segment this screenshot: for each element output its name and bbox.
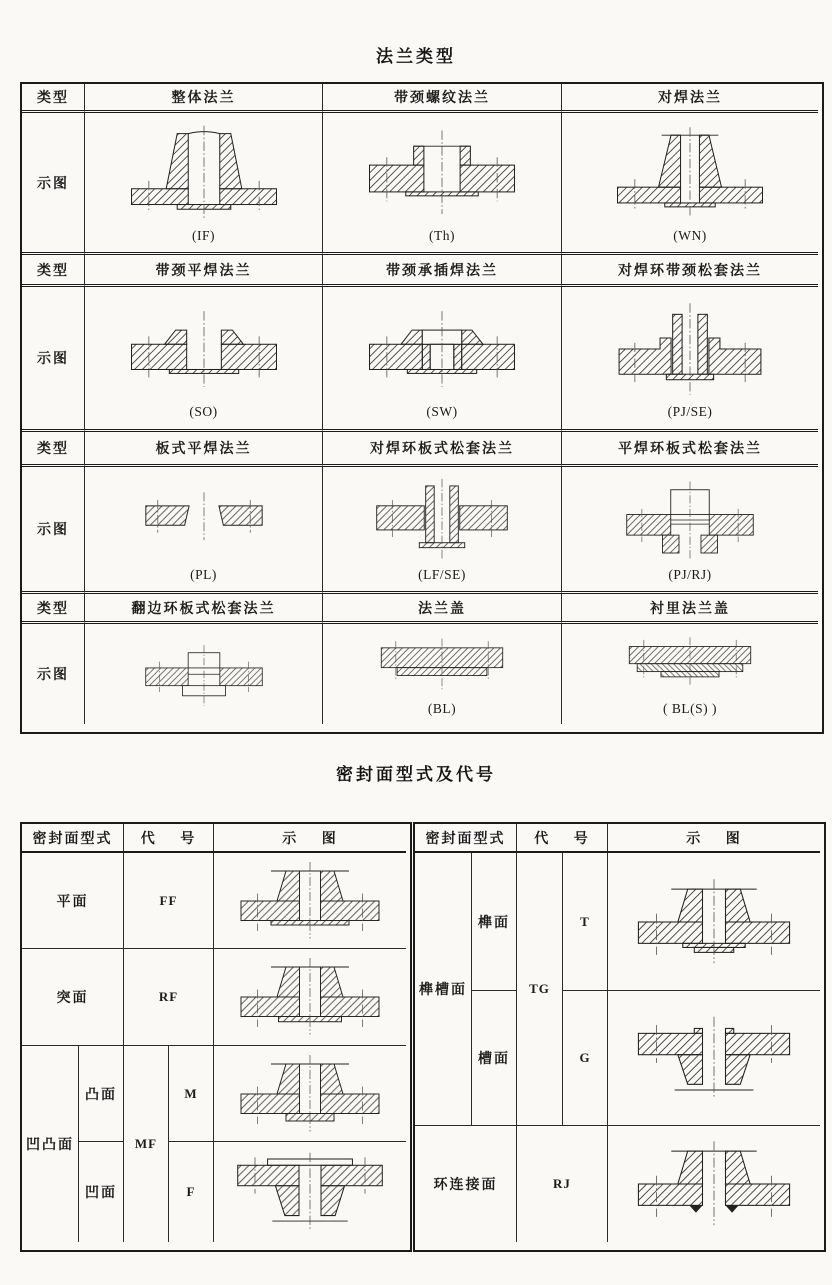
flange-name: 对焊环带颈松套法兰 bbox=[562, 255, 818, 287]
face-name: 榫面 bbox=[472, 853, 517, 991]
figure-cell bbox=[85, 467, 323, 594]
figure-cell bbox=[323, 624, 562, 724]
figure-cell bbox=[323, 467, 562, 594]
figure-cell bbox=[323, 113, 562, 255]
plate-flange-diagram bbox=[109, 476, 299, 564]
face-group-name: 榫槽面 bbox=[415, 853, 472, 1126]
figure-cell bbox=[85, 624, 323, 724]
flange-code: (Th) bbox=[429, 228, 455, 243]
seal-face-table-right bbox=[413, 822, 826, 1252]
flange-code: (SO) bbox=[189, 403, 218, 419]
male-face-diagram bbox=[221, 1052, 399, 1136]
figure-cell bbox=[608, 991, 820, 1126]
flange-name: 带颈平焊法兰 bbox=[85, 255, 323, 287]
figure-cell bbox=[85, 287, 323, 432]
ring-joint-face-diagram bbox=[621, 1138, 807, 1230]
figure-cell bbox=[323, 287, 562, 432]
header-code: 代 号 bbox=[124, 824, 214, 853]
lap-ring-plate-flange-diagram bbox=[595, 476, 785, 564]
figure-cell bbox=[562, 467, 818, 594]
row-label-type: 类型 bbox=[22, 84, 85, 113]
row-label-figure: 示图 bbox=[22, 624, 85, 724]
weld-neck-flange-diagram bbox=[590, 121, 790, 225]
lined-blind-flange-diagram bbox=[590, 632, 790, 698]
face-code: RF bbox=[124, 949, 214, 1046]
raised-face-diagram bbox=[221, 955, 399, 1039]
figure-cell bbox=[214, 853, 406, 949]
row-label-type: 类型 bbox=[22, 594, 85, 624]
blind-flange-diagram bbox=[347, 632, 537, 698]
figure-cell bbox=[608, 1126, 820, 1242]
face-name: 凸面 bbox=[79, 1046, 124, 1142]
flat-face-diagram bbox=[221, 859, 399, 943]
row-label-type: 类型 bbox=[22, 255, 85, 287]
figure-cell bbox=[562, 113, 818, 255]
flange-name: 衬里法兰盖 bbox=[562, 594, 818, 624]
slip-on-flange-diagram bbox=[104, 297, 304, 401]
tongue-face-diagram bbox=[621, 876, 807, 968]
face-name: 环连接面 bbox=[415, 1126, 517, 1242]
face-name: 槽面 bbox=[472, 991, 517, 1126]
flange-code: (PL) bbox=[190, 566, 217, 582]
face-name: 突面 bbox=[22, 949, 124, 1046]
page-title-seal-faces: 密封面型式及代号 bbox=[336, 765, 496, 784]
flange-name: 带颈承插焊法兰 bbox=[323, 255, 562, 287]
flange-code: (BL) bbox=[427, 700, 457, 716]
face-code: F bbox=[169, 1142, 214, 1242]
figure-cell bbox=[608, 853, 820, 991]
flange-code: ( BL(S) ) bbox=[663, 700, 717, 716]
figure-cell bbox=[562, 287, 818, 432]
row-label-type: 类型 bbox=[22, 432, 85, 467]
face-group-code: TG bbox=[517, 853, 563, 1126]
figure-cell bbox=[85, 113, 323, 255]
header-figure: 示 图 bbox=[214, 824, 406, 853]
flange-name: 板式平焊法兰 bbox=[85, 432, 323, 467]
flange-name: 法兰盖 bbox=[323, 594, 562, 624]
lap-joint-plate-flange-diagram bbox=[347, 476, 537, 564]
flange-name: 对焊法兰 bbox=[562, 84, 818, 113]
flange-code: (PJ/SE) bbox=[667, 403, 713, 419]
threaded-flange-diagram bbox=[342, 121, 542, 225]
flange-name: 翻边环板式松套法兰 bbox=[85, 594, 323, 624]
socket-weld-flange-diagram bbox=[342, 297, 542, 401]
face-group-code: MF bbox=[124, 1046, 169, 1242]
lap-joint-neck-flange-diagram bbox=[590, 297, 790, 401]
flange-name: 平焊环板式松套法兰 bbox=[562, 432, 818, 467]
row-label-figure: 示图 bbox=[22, 113, 85, 255]
face-code: T bbox=[563, 853, 608, 991]
face-code: RJ bbox=[517, 1126, 608, 1242]
flange-code: (LF/SE) bbox=[418, 566, 466, 582]
female-face-diagram bbox=[221, 1148, 399, 1236]
face-code: FF bbox=[124, 853, 214, 949]
figure-cell bbox=[214, 1046, 406, 1142]
flange-code: (PJ/RJ) bbox=[668, 566, 712, 582]
header-code: 代 号 bbox=[517, 824, 608, 853]
flange-name: 对焊环板式松套法兰 bbox=[323, 432, 562, 467]
figure-cell bbox=[562, 624, 818, 724]
header-figure: 示 图 bbox=[608, 824, 820, 853]
integral-flange-diagram bbox=[104, 121, 304, 225]
row-label-figure: 示图 bbox=[22, 467, 85, 594]
face-code: M bbox=[169, 1046, 214, 1142]
flange-code: (WN) bbox=[673, 228, 707, 243]
flange-code: (IF) bbox=[192, 228, 215, 243]
face-name: 平面 bbox=[22, 853, 124, 949]
flange-types-table bbox=[20, 82, 824, 734]
seal-face-table-left bbox=[20, 822, 412, 1252]
row-label-figure: 示图 bbox=[22, 287, 85, 432]
flange-name: 带颈螺纹法兰 bbox=[323, 84, 562, 113]
flared-lap-flange-diagram bbox=[109, 635, 299, 711]
header-face-type: 密封面型式 bbox=[22, 824, 124, 853]
figure-cell bbox=[214, 949, 406, 1046]
flange-name: 整体法兰 bbox=[85, 84, 323, 113]
page-title-flange-types: 法兰类型 bbox=[376, 47, 456, 66]
face-name: 凹面 bbox=[79, 1142, 124, 1242]
flange-code: (SW) bbox=[426, 403, 458, 419]
figure-cell bbox=[214, 1142, 406, 1242]
groove-face-diagram bbox=[621, 1012, 807, 1104]
header-face-type: 密封面型式 bbox=[415, 824, 517, 853]
face-code: G bbox=[563, 991, 608, 1126]
face-group-name: 凹凸面 bbox=[22, 1046, 79, 1242]
